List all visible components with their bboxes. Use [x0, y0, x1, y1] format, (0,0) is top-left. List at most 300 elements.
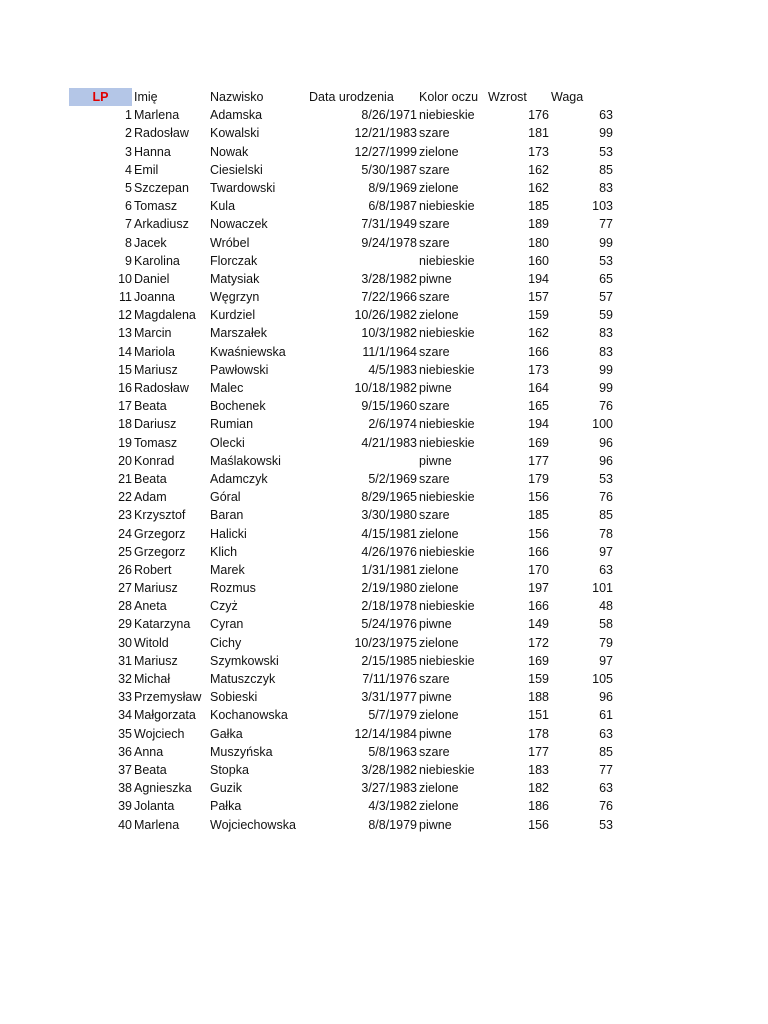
- cell-lp[interactable]: 23: [118, 508, 132, 523]
- cell-wzrost[interactable]: 159: [528, 672, 549, 686]
- cell-kolor-oczu[interactable]: niebieskie: [419, 199, 475, 214]
- cell-imie[interactable]: Radosław: [134, 381, 189, 395]
- cell-kolor-oczu[interactable]: szare: [419, 471, 450, 486]
- cell-waga[interactable]: 76: [599, 799, 613, 814]
- header-row: [69, 88, 629, 106]
- cell-wzrost[interactable]: 185: [528, 508, 549, 523]
- cell-nazwisko[interactable]: Klich: [210, 544, 238, 559]
- cell-lp[interactable]: 12: [118, 308, 132, 323]
- cell-data-urodzenia[interactable]: 12/27/1999: [354, 144, 417, 159]
- cell-data-urodzenia[interactable]: 4/21/1983: [361, 435, 417, 450]
- cell-lp[interactable]: 21: [118, 471, 132, 486]
- cell-waga[interactable]: 53: [599, 144, 613, 159]
- table-row: [69, 379, 629, 397]
- cell-lp[interactable]: 15: [118, 362, 132, 377]
- cell-lp[interactable]: 10: [118, 271, 132, 286]
- cell-waga[interactable]: 63: [599, 726, 613, 741]
- cell-lp[interactable]: 38: [118, 781, 132, 796]
- cell-imie[interactable]: Adam: [134, 490, 167, 505]
- cell-wzrost[interactable]: 173: [528, 362, 549, 377]
- cell-data-urodzenia[interactable]: 8/29/1965: [361, 490, 417, 505]
- cell-nazwisko[interactable]: Stopka: [210, 762, 249, 777]
- cell-wzrost[interactable]: 183: [528, 762, 549, 777]
- cell-waga[interactable]: 83: [599, 344, 613, 359]
- cell-kolor-oczu[interactable]: zielone: [419, 781, 459, 796]
- cell-imie[interactable]: Michał: [134, 672, 171, 686]
- cell-waga[interactable]: 103: [592, 199, 613, 214]
- cell-kolor-oczu[interactable]: szare: [419, 672, 450, 686]
- header-kolor-oczu[interactable]: Kolor oczu: [419, 90, 479, 104]
- header-data-urodzenia[interactable]: Data urodzenia: [309, 90, 394, 104]
- cell-data-urodzenia[interactable]: 5/2/1969: [368, 471, 417, 486]
- cell-data-urodzenia[interactable]: 3/31/1977: [361, 690, 417, 705]
- cell-data-urodzenia[interactable]: 7/22/1966: [361, 290, 417, 305]
- cell-imie[interactable]: Mariola: [134, 344, 175, 359]
- cell-nazwisko[interactable]: Góral: [210, 490, 241, 505]
- cell-kolor-oczu[interactable]: niebieskie: [419, 108, 475, 123]
- cell-lp[interactable]: 19: [118, 435, 132, 450]
- cell-data-urodzenia[interactable]: 10/18/1982: [354, 381, 417, 395]
- cell-lp[interactable]: 30: [118, 635, 132, 650]
- cell-waga[interactable]: 78: [599, 526, 613, 541]
- cell-kolor-oczu[interactable]: niebieskie: [419, 253, 475, 268]
- cell-nazwisko[interactable]: Szymkowski: [210, 653, 279, 668]
- cell-waga[interactable]: 61: [599, 708, 613, 723]
- cell-kolor-oczu[interactable]: zielone: [419, 180, 459, 195]
- cell-lp[interactable]: 11: [119, 290, 132, 305]
- cell-waga[interactable]: 83: [599, 326, 613, 341]
- cell-waga[interactable]: 100: [592, 417, 613, 432]
- cell-imie[interactable]: Mariusz: [134, 362, 178, 377]
- cell-waga[interactable]: 99: [599, 381, 613, 395]
- cell-data-urodzenia[interactable]: 2/19/1980: [361, 581, 417, 596]
- cell-waga[interactable]: 76: [599, 399, 613, 414]
- cell-waga[interactable]: 63: [599, 781, 613, 796]
- table-row: [69, 361, 629, 379]
- cell-waga[interactable]: 85: [599, 508, 613, 523]
- cell-waga[interactable]: 53: [599, 253, 613, 268]
- cell-nazwisko[interactable]: Nowak: [210, 144, 249, 159]
- cell-imie[interactable]: Arkadiusz: [134, 217, 189, 232]
- cell-imie[interactable]: Jacek: [134, 235, 167, 250]
- cell-data-urodzenia[interactable]: 5/30/1987: [361, 162, 417, 177]
- cell-imie[interactable]: Agnieszka: [134, 781, 192, 796]
- cell-wzrost[interactable]: 176: [528, 108, 549, 123]
- cell-lp[interactable]: 25: [118, 544, 132, 559]
- cell-waga[interactable]: 76: [599, 490, 613, 505]
- cell-waga[interactable]: 59: [599, 308, 613, 323]
- cell-wzrost[interactable]: 181: [528, 126, 549, 141]
- cell-data-urodzenia[interactable]: 4/26/1976: [361, 544, 417, 559]
- cell-nazwisko[interactable]: Sobieski: [210, 690, 258, 705]
- cell-kolor-oczu[interactable]: szare: [419, 217, 450, 232]
- cell-wzrost[interactable]: 159: [528, 308, 549, 323]
- cell-kolor-oczu[interactable]: piwne: [419, 690, 452, 705]
- cell-kolor-oczu[interactable]: szare: [419, 744, 450, 759]
- cell-data-urodzenia[interactable]: 9/15/1960: [361, 399, 417, 414]
- cell-waga[interactable]: 53: [599, 817, 613, 832]
- cell-nazwisko[interactable]: Malec: [210, 381, 244, 395]
- cell-wzrost[interactable]: 170: [528, 562, 549, 577]
- cell-waga[interactable]: 96: [599, 690, 613, 705]
- cell-lp[interactable]: 1: [125, 108, 132, 123]
- cell-imie[interactable]: Marlena: [134, 817, 180, 832]
- cell-imie[interactable]: Daniel: [134, 271, 170, 286]
- cell-imie[interactable]: Dariusz: [134, 417, 177, 432]
- header-lp[interactable]: LP: [69, 88, 132, 106]
- cell-waga[interactable]: 85: [599, 744, 613, 759]
- cell-nazwisko[interactable]: Kula: [210, 199, 236, 214]
- cell-data-urodzenia[interactable]: 6/8/1987: [368, 199, 417, 214]
- cell-data-urodzenia[interactable]: 3/28/1982: [361, 271, 417, 286]
- cell-data-urodzenia[interactable]: 10/26/1982: [354, 308, 417, 323]
- cell-waga[interactable]: 79: [599, 635, 613, 650]
- cell-kolor-oczu[interactable]: szare: [419, 126, 450, 141]
- cell-data-urodzenia[interactable]: 12/14/1984: [354, 726, 417, 741]
- cell-wzrost[interactable]: 166: [528, 599, 549, 614]
- cell-kolor-oczu[interactable]: zielone: [419, 581, 459, 596]
- cell-kolor-oczu[interactable]: szare: [419, 235, 450, 250]
- table-row: [69, 525, 629, 543]
- cell-kolor-oczu[interactable]: niebieskie: [419, 326, 475, 341]
- cell-waga[interactable]: 105: [592, 672, 613, 686]
- cell-lp[interactable]: 33: [118, 690, 132, 705]
- cell-nazwisko[interactable]: Wróbel: [210, 235, 250, 250]
- cell-wzrost[interactable]: 194: [528, 271, 549, 286]
- cell-kolor-oczu[interactable]: szare: [419, 290, 450, 305]
- table-row: [69, 543, 629, 561]
- cell-data-urodzenia[interactable]: 5/7/1979: [368, 708, 417, 723]
- cell-lp[interactable]: 4: [125, 162, 132, 177]
- cell-kolor-oczu[interactable]: piwne: [419, 271, 452, 286]
- cell-kolor-oczu[interactable]: niebieskie: [419, 435, 475, 450]
- cell-nazwisko[interactable]: Halicki: [210, 526, 247, 541]
- cell-waga[interactable]: 99: [599, 362, 613, 377]
- cell-nazwisko[interactable]: Marek: [210, 562, 245, 577]
- cell-waga[interactable]: 53: [599, 471, 613, 486]
- cell-imie[interactable]: Krzysztof: [134, 508, 186, 523]
- cell-imie[interactable]: Tomasz: [134, 435, 178, 450]
- cell-lp[interactable]: 29: [118, 617, 132, 632]
- cell-data-urodzenia[interactable]: 2/6/1974: [368, 417, 417, 432]
- cell-waga[interactable]: 85: [599, 162, 613, 177]
- cell-lp[interactable]: 20: [118, 453, 132, 468]
- cell-data-urodzenia[interactable]: 9/24/1978: [361, 235, 417, 250]
- cell-nazwisko[interactable]: Matuszczyk: [210, 672, 276, 686]
- cell-imie[interactable]: Joanna: [134, 290, 176, 305]
- cell-wzrost[interactable]: 185: [528, 199, 549, 214]
- cell-wzrost[interactable]: 177: [528, 453, 549, 468]
- header-imie[interactable]: Imię: [134, 90, 158, 104]
- cell-wzrost[interactable]: 186: [528, 799, 549, 814]
- cell-data-urodzenia[interactable]: [309, 452, 417, 470]
- cell-nazwisko[interactable]: Kowalski: [210, 126, 260, 141]
- cell-wzrost[interactable]: 156: [528, 490, 549, 505]
- cell-waga[interactable]: 63: [599, 108, 613, 123]
- cell-imie[interactable]: Hanna: [134, 144, 171, 159]
- cell-imie[interactable]: Jolanta: [134, 799, 175, 814]
- cell-lp[interactable]: 3: [125, 144, 132, 159]
- cell-wzrost[interactable]: 164: [528, 381, 549, 395]
- cell-waga[interactable]: 99: [599, 235, 613, 250]
- cell-nazwisko[interactable]: Florczak: [210, 253, 258, 268]
- cell-lp[interactable]: 2: [125, 126, 132, 141]
- cell-wzrost[interactable]: 156: [528, 817, 549, 832]
- cell-data-urodzenia[interactable]: 8/26/1971: [361, 108, 417, 123]
- cell-data-urodzenia[interactable]: 3/28/1982: [361, 762, 417, 777]
- cell-lp[interactable]: 14: [118, 344, 132, 359]
- cell-lp[interactable]: 5: [125, 180, 132, 195]
- cell-nazwisko[interactable]: Maślakowski: [210, 453, 281, 468]
- cell-lp[interactable]: 40: [118, 817, 132, 832]
- cell-data-urodzenia[interactable]: 8/9/1969: [368, 180, 417, 195]
- cell-wzrost[interactable]: 149: [528, 617, 549, 632]
- cell-wzrost[interactable]: 166: [528, 544, 549, 559]
- cell-nazwisko[interactable]: Ciesielski: [210, 162, 263, 177]
- cell-lp[interactable]: 28: [118, 599, 132, 614]
- cell-nazwisko[interactable]: Nowaczek: [210, 217, 268, 232]
- cell-waga[interactable]: 101: [592, 581, 613, 596]
- cell-lp[interactable]: 13: [118, 326, 132, 341]
- cell-nazwisko[interactable]: Pawłowski: [210, 362, 269, 377]
- cell-imie[interactable]: Mariusz: [134, 653, 178, 668]
- cell-lp[interactable]: 34: [118, 708, 132, 723]
- header-wzrost[interactable]: Wzrost: [488, 90, 527, 104]
- cell-imie[interactable]: Konrad: [134, 453, 175, 468]
- cell-waga[interactable]: 96: [599, 453, 613, 468]
- cell-data-urodzenia[interactable]: 4/15/1981: [361, 526, 417, 541]
- cell-kolor-oczu[interactable]: niebieskie: [419, 544, 475, 559]
- cell-kolor-oczu[interactable]: piwne: [419, 617, 452, 632]
- cell-data-urodzenia[interactable]: 5/24/1976: [361, 617, 417, 632]
- cell-waga[interactable]: 96: [599, 435, 613, 450]
- table-row: [69, 761, 629, 779]
- cell-wzrost[interactable]: 173: [528, 144, 549, 159]
- cell-imie[interactable]: Beata: [134, 399, 167, 414]
- cell-data-urodzenia[interactable]: 4/3/1982: [368, 799, 417, 814]
- cell-lp[interactable]: 18: [118, 417, 132, 432]
- cell-lp[interactable]: 26: [118, 562, 132, 577]
- cell-imie[interactable]: Grzegorz: [134, 526, 186, 541]
- cell-wzrost[interactable]: 156: [528, 526, 549, 541]
- cell-kolor-oczu[interactable]: niebieskie: [419, 653, 475, 668]
- table-row: [69, 706, 629, 724]
- cell-kolor-oczu[interactable]: zielone: [419, 799, 459, 814]
- table-row: [69, 561, 629, 579]
- cell-lp[interactable]: 31: [118, 653, 132, 668]
- cell-nazwisko[interactable]: Adamczyk: [210, 471, 268, 486]
- cell-data-urodzenia[interactable]: 2/15/1985: [361, 653, 417, 668]
- cell-data-urodzenia[interactable]: 7/31/1949: [361, 217, 417, 232]
- cell-waga[interactable]: 65: [599, 271, 613, 286]
- cell-kolor-oczu[interactable]: zielone: [419, 635, 459, 650]
- cell-waga[interactable]: 58: [599, 617, 613, 632]
- cell-wzrost[interactable]: 177: [528, 744, 549, 759]
- cell-wzrost[interactable]: 180: [528, 235, 549, 250]
- cell-nazwisko[interactable]: Cyran: [210, 617, 244, 632]
- cell-nazwisko[interactable]: Czyż: [210, 599, 238, 614]
- table-row: [69, 252, 629, 270]
- cell-wzrost[interactable]: 160: [528, 253, 549, 268]
- cell-wzrost[interactable]: 151: [528, 708, 549, 723]
- cell-imie[interactable]: Grzegorz: [134, 544, 186, 559]
- cell-imie[interactable]: Beata: [134, 471, 167, 486]
- cell-nazwisko[interactable]: Rumian: [210, 417, 254, 432]
- cell-wzrost[interactable]: 169: [528, 435, 549, 450]
- cell-nazwisko[interactable]: Muszyńska: [210, 744, 273, 759]
- cell-wzrost[interactable]: 172: [528, 635, 549, 650]
- cell-nazwisko[interactable]: Marszałek: [210, 326, 267, 341]
- cell-nazwisko[interactable]: Kochanowska: [210, 708, 288, 723]
- cell-wzrost[interactable]: 182: [528, 781, 549, 796]
- cell-waga[interactable]: 77: [599, 762, 613, 777]
- cell-lp[interactable]: 6: [125, 199, 132, 214]
- table-row: [69, 688, 629, 706]
- cell-kolor-oczu[interactable]: niebieskie: [419, 417, 475, 432]
- cell-kolor-oczu[interactable]: piwne: [419, 453, 452, 468]
- cell-wzrost[interactable]: 162: [528, 326, 549, 341]
- cell-imie[interactable]: Przemysław: [134, 690, 202, 705]
- cell-imie[interactable]: Magdalena: [134, 308, 196, 323]
- cell-waga[interactable]: 77: [599, 217, 613, 232]
- cell-imie[interactable]: Katarzyna: [134, 617, 191, 632]
- cell-kolor-oczu[interactable]: szare: [419, 399, 450, 414]
- cell-nazwisko[interactable]: Cichy: [210, 635, 242, 650]
- cell-wzrost[interactable]: 188: [528, 690, 549, 705]
- cell-nazwisko[interactable]: Baran: [210, 508, 244, 523]
- cell-imie[interactable]: Tomasz: [134, 199, 178, 214]
- cell-data-urodzenia[interactable]: 1/31/1981: [361, 562, 417, 577]
- cell-lp[interactable]: 16: [118, 381, 132, 395]
- cell-imie[interactable]: Witold: [134, 635, 169, 650]
- cell-nazwisko[interactable]: Matysiak: [210, 271, 260, 286]
- cell-nazwisko[interactable]: Węgrzyn: [210, 290, 260, 305]
- cell-lp[interactable]: 35: [118, 726, 132, 741]
- cell-data-urodzenia[interactable]: 11/1/1964: [362, 344, 417, 359]
- cell-imie[interactable]: Marcin: [134, 326, 172, 341]
- cell-lp[interactable]: 39: [118, 799, 132, 814]
- cell-nazwisko[interactable]: Pałka: [210, 799, 242, 814]
- cell-imie[interactable]: Szczepan: [134, 180, 189, 195]
- cell-imie[interactable]: Wojciech: [134, 726, 185, 741]
- cell-imie[interactable]: Anna: [134, 744, 164, 759]
- cell-nazwisko[interactable]: Olecki: [210, 435, 245, 450]
- cell-wzrost[interactable]: 189: [528, 217, 549, 232]
- cell-kolor-oczu[interactable]: niebieskie: [419, 362, 475, 377]
- cell-imie[interactable]: Radosław: [134, 126, 189, 141]
- cell-data-urodzenia[interactable]: 8/8/1979: [368, 817, 417, 832]
- cell-wzrost[interactable]: 166: [528, 344, 549, 359]
- cell-kolor-oczu[interactable]: szare: [419, 162, 450, 177]
- cell-waga[interactable]: 99: [599, 126, 613, 141]
- cell-lp[interactable]: 17: [118, 399, 132, 414]
- cell-lp[interactable]: 37: [118, 762, 132, 777]
- cell-wzrost[interactable]: 165: [528, 399, 549, 414]
- cell-nazwisko[interactable]: Adamska: [210, 108, 263, 123]
- cell-kolor-oczu[interactable]: niebieskie: [419, 599, 475, 614]
- cell-imie[interactable]: Małgorzata: [134, 708, 196, 723]
- cell-lp[interactable]: 27: [118, 581, 132, 596]
- cell-kolor-oczu[interactable]: szare: [419, 344, 450, 359]
- cell-imie[interactable]: Robert: [134, 562, 172, 577]
- cell-wzrost[interactable]: 178: [528, 726, 549, 741]
- cell-wzrost[interactable]: 169: [528, 653, 549, 668]
- cell-wzrost[interactable]: 162: [528, 162, 549, 177]
- cell-data-urodzenia[interactable]: 3/27/1983: [361, 781, 417, 796]
- cell-wzrost[interactable]: 162: [528, 180, 549, 195]
- cell-kolor-oczu[interactable]: zielone: [419, 526, 459, 541]
- cell-data-urodzenia[interactable]: 7/11/1976: [362, 672, 417, 686]
- header-nazwisko[interactable]: Nazwisko: [210, 90, 264, 104]
- cell-data-urodzenia[interactable]: 4/5/1983: [368, 362, 417, 377]
- table-row: [69, 124, 629, 142]
- cell-wzrost[interactable]: 197: [528, 581, 549, 596]
- cell-nazwisko[interactable]: Kurdziel: [210, 308, 256, 323]
- cell-kolor-oczu[interactable]: zielone: [419, 144, 459, 159]
- cell-kolor-oczu[interactable]: piwne: [419, 381, 452, 395]
- cell-data-urodzenia[interactable]: 5/8/1963: [368, 744, 417, 759]
- cell-imie[interactable]: Beata: [134, 762, 167, 777]
- cell-nazwisko[interactable]: Wojciechowska: [210, 817, 296, 832]
- cell-wzrost[interactable]: 179: [528, 471, 549, 486]
- cell-kolor-oczu[interactable]: zielone: [419, 308, 459, 323]
- cell-nazwisko[interactable]: Kwaśniewska: [210, 344, 286, 359]
- cell-waga[interactable]: 57: [599, 290, 613, 305]
- cell-kolor-oczu[interactable]: piwne: [419, 726, 452, 741]
- cell-kolor-oczu[interactable]: zielone: [419, 708, 459, 723]
- cell-kolor-oczu[interactable]: zielone: [419, 562, 459, 577]
- cell-data-urodzenia[interactable]: 10/3/1982: [361, 326, 417, 341]
- cell-waga[interactable]: 48: [599, 599, 613, 614]
- cell-wzrost[interactable]: 194: [528, 417, 549, 432]
- cell-imie[interactable]: Emil: [134, 162, 159, 177]
- cell-waga[interactable]: 97: [599, 544, 613, 559]
- cell-waga[interactable]: 83: [599, 180, 613, 195]
- cell-nazwisko[interactable]: Guzik: [210, 781, 242, 796]
- cell-data-urodzenia[interactable]: 2/18/1978: [361, 599, 417, 614]
- cell-kolor-oczu[interactable]: niebieskie: [419, 490, 475, 505]
- cell-data-urodzenia[interactable]: [309, 252, 417, 270]
- cell-kolor-oczu[interactable]: szare: [419, 508, 450, 523]
- table-row: [69, 797, 629, 815]
- cell-imie[interactable]: Marlena: [134, 108, 180, 123]
- cell-kolor-oczu[interactable]: piwne: [419, 817, 452, 832]
- header-waga[interactable]: Waga: [551, 90, 584, 104]
- cell-nazwisko[interactable]: Rozmus: [210, 581, 256, 596]
- cell-data-urodzenia[interactable]: 3/30/1980: [361, 508, 417, 523]
- cell-data-urodzenia[interactable]: 12/21/1983: [354, 126, 417, 141]
- cell-waga[interactable]: 97: [599, 653, 613, 668]
- cell-lp[interactable]: 22: [118, 490, 132, 505]
- cell-imie[interactable]: Mariusz: [134, 581, 178, 596]
- table-row: [69, 470, 629, 488]
- cell-lp[interactable]: 24: [118, 526, 132, 541]
- cell-lp[interactable]: 32: [118, 672, 132, 686]
- cell-lp[interactable]: 7: [125, 217, 132, 232]
- cell-nazwisko[interactable]: Twardowski: [210, 180, 276, 195]
- cell-lp[interactable]: 36: [118, 744, 132, 759]
- cell-nazwisko[interactable]: Gałka: [210, 726, 243, 741]
- cell-imie[interactable]: Aneta: [134, 599, 167, 614]
- cell-lp[interactable]: 9: [125, 253, 132, 268]
- cell-data-urodzenia[interactable]: 10/23/1975: [354, 635, 417, 650]
- cell-lp[interactable]: 8: [125, 235, 132, 250]
- cell-kolor-oczu[interactable]: niebieskie: [419, 762, 475, 777]
- cell-waga[interactable]: 63: [599, 562, 613, 577]
- cell-nazwisko[interactable]: Bochenek: [210, 399, 266, 414]
- cell-wzrost[interactable]: 157: [528, 290, 549, 305]
- cell-imie[interactable]: Karolina: [134, 253, 180, 268]
